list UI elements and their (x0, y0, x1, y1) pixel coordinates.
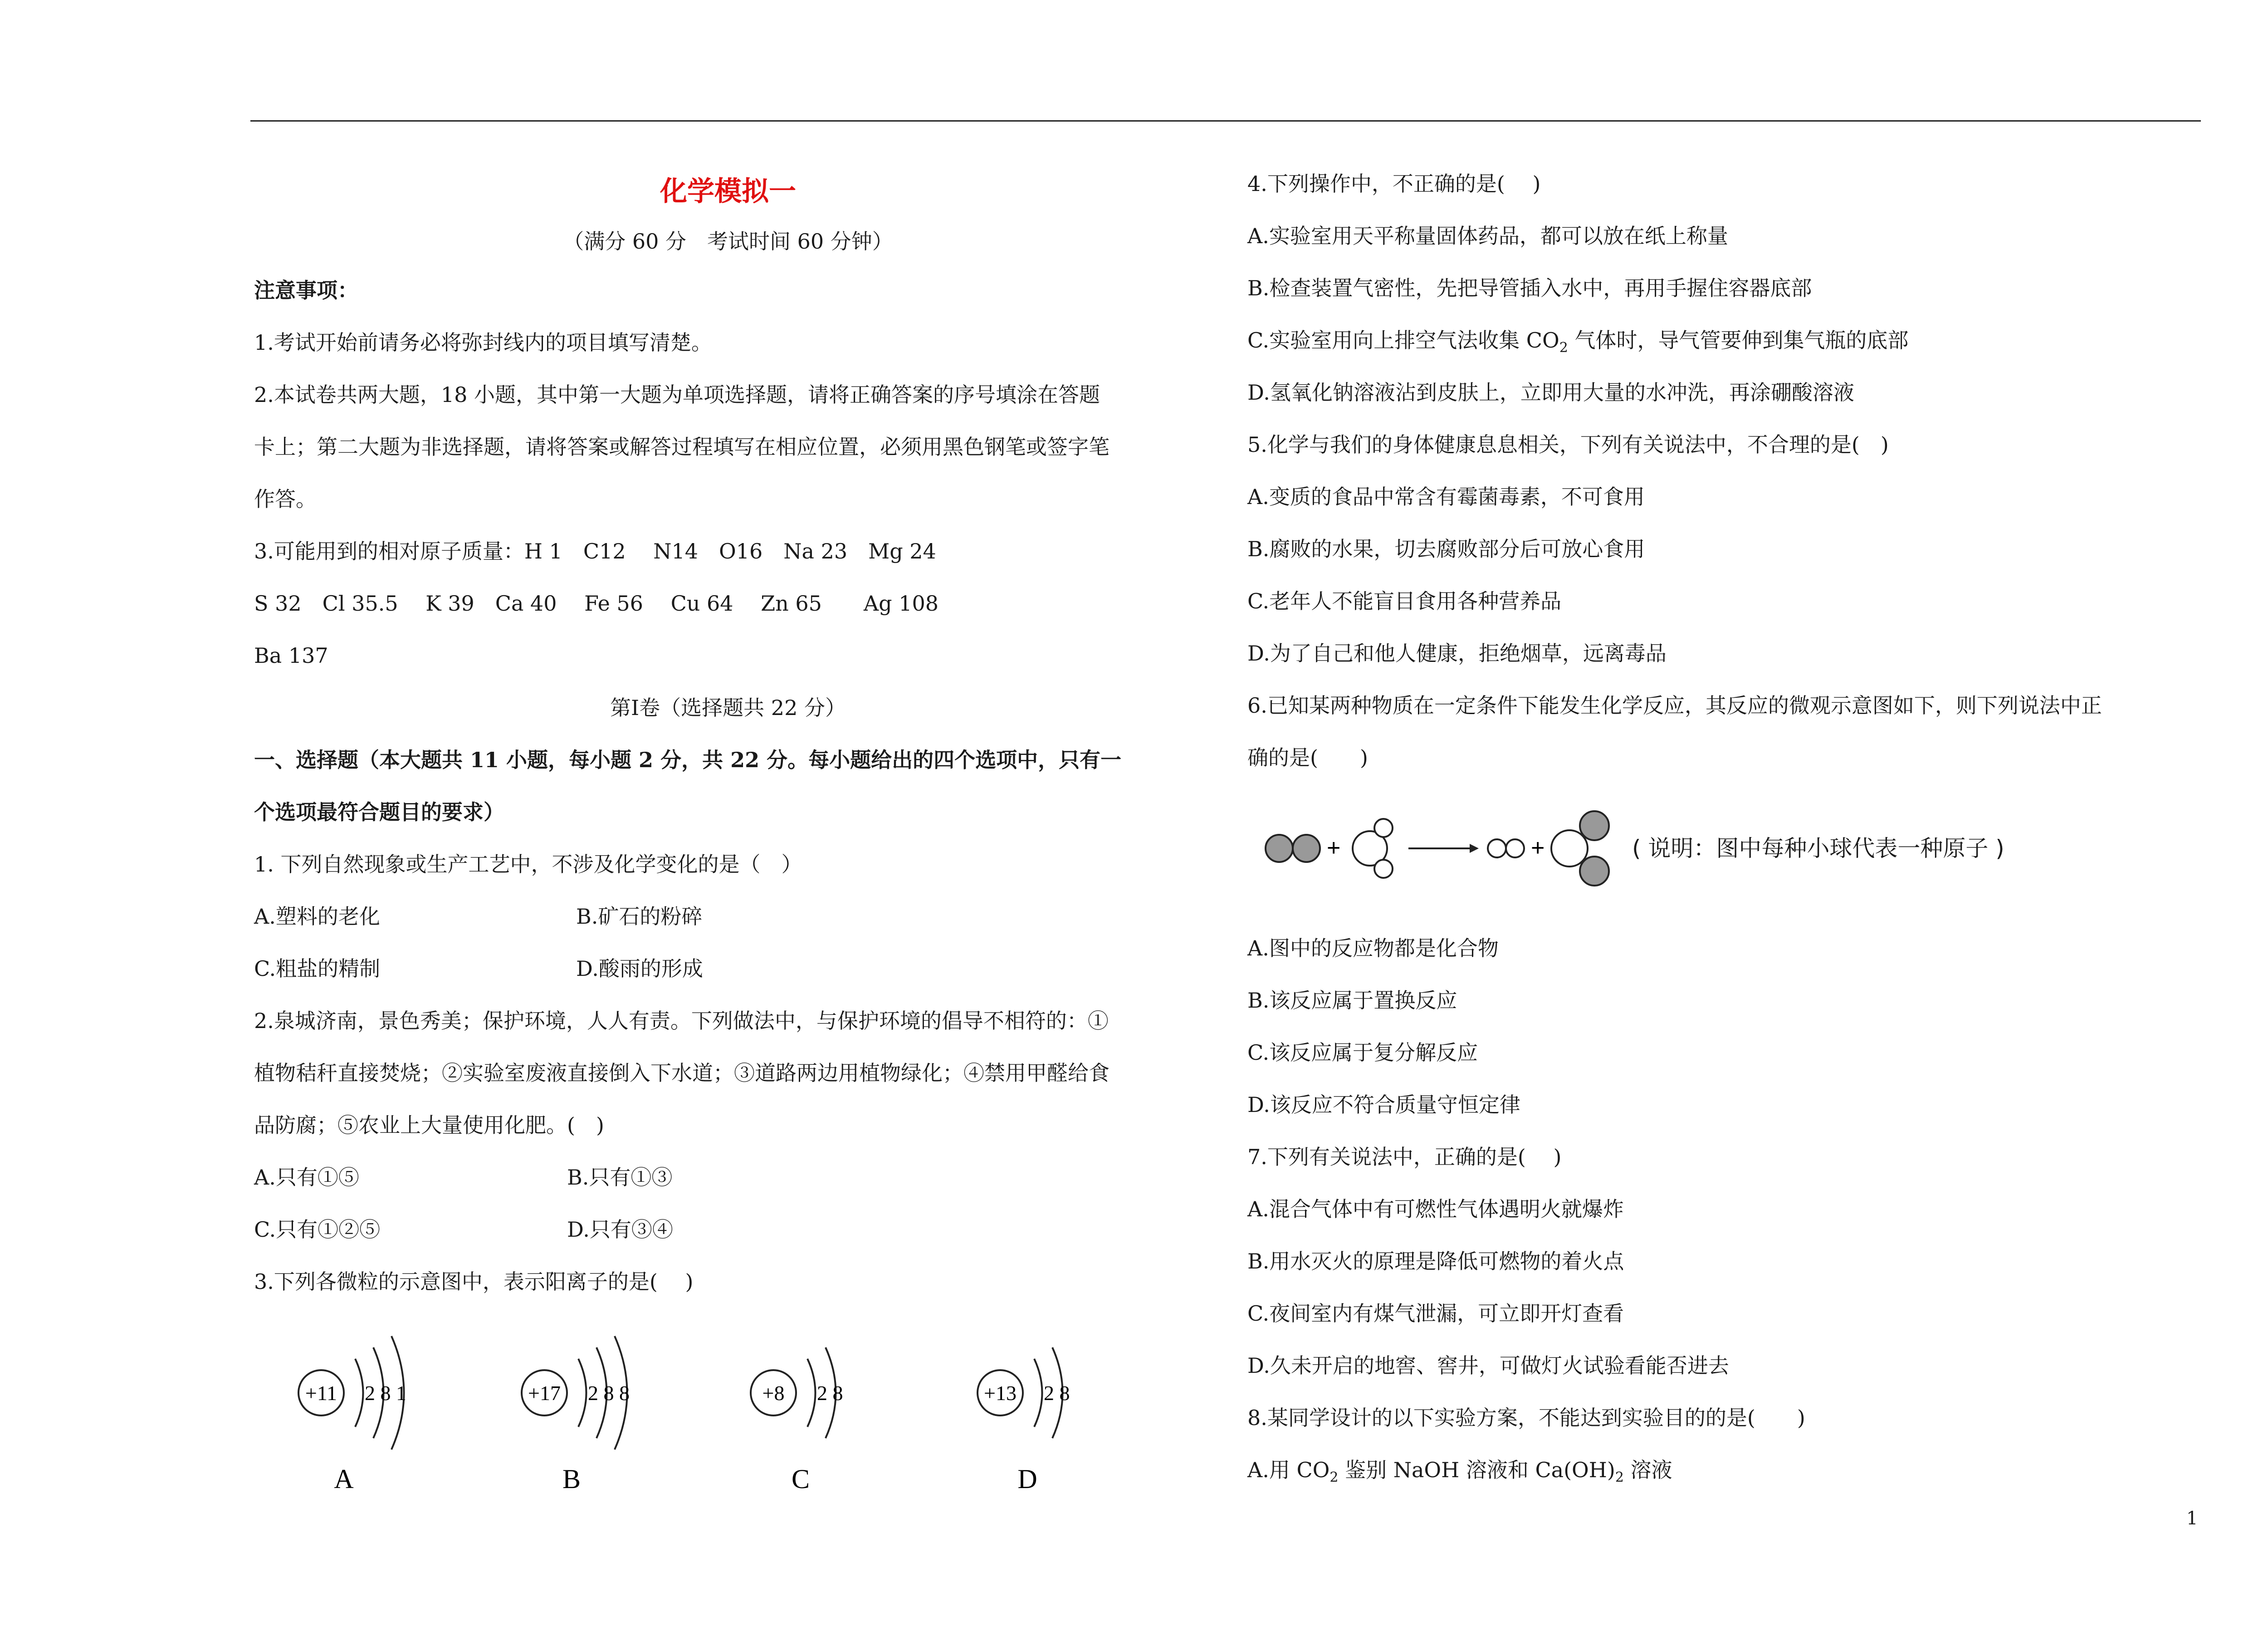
q4-stem: 4.下列操作中，不正确的是( ) (1247, 171, 1541, 196)
q1-option-a: A.塑料的老化 (254, 904, 380, 929)
q5-option-a: A.变质的食品中常含有霉菌毒素，不可食用 (1247, 485, 1645, 509)
particle-a-shells: 2 8 1 (365, 1381, 406, 1405)
note-2-line-2: 卡上；第二大题为非选择题，请将答案或解答过程填写在相应位置，必须用黑色钢笔或签字笔 (254, 435, 1110, 459)
particle-c (751, 1347, 843, 1494)
q6-option-d: D.该反应不符合质量守恒定律 (1247, 1092, 1520, 1117)
particle-a-label: A (334, 1464, 354, 1494)
q8-stem: 8.某同学设计的以下实验方案，不能达到实验目的的是( ) (1247, 1406, 1805, 1430)
q5-option-d: D.为了自己和他人健康，拒绝烟草，远离毒品 (1247, 641, 1667, 666)
q6-option-b: B.该反应属于置换反应 (1247, 988, 1457, 1013)
reactant-1 (1266, 835, 1320, 862)
particle-d-nucleus-label: +13 (984, 1381, 1017, 1405)
product-1 (1488, 839, 1524, 857)
q8-option-a: A.用 $CO_2$ 鉴别 NaOH 溶液和 $Ca(OH)_2$ 溶液 (1247, 1458, 1672, 1486)
q6-option-a: A.图中的反应物都是化合物 (1247, 936, 1499, 960)
q7-option-b: B.用水灭火的原理是降低可燃物的着火点 (1247, 1249, 1624, 1273)
particle-b (522, 1336, 630, 1494)
particle-d-shells: 2 8 (1044, 1381, 1070, 1405)
q1-stem: 1. 下列自然现象或生产工艺中，不涉及化学变化的是（ ） (254, 852, 802, 877)
q4-option-b: B.检查装置气密性，先把导管插入水中，再用手握住容器底部 (1247, 276, 1812, 300)
particle-d (978, 1347, 1070, 1494)
q2-option-a: A.只有①⑤ (254, 1165, 359, 1190)
q2-stem-line-1: 2.泉城济南，景色秀美；保护环境，人人有责。下列做法中，与保护环境的倡导不相符的：① (254, 1009, 1109, 1033)
particle-d-label: D (1017, 1464, 1037, 1494)
note-1: 1.考试开始前请务必将弥封线内的项目填写清楚。 (254, 330, 712, 355)
notes-heading: 注意事项： (254, 278, 358, 303)
product-2 (1551, 811, 1609, 886)
note-3-line-2: S 32 Cl 35.5 K 39 Ca 40 Fe 56 Cu 64 Zn 65 Ag 108 (254, 591, 938, 616)
q7-option-a: A.混合气体中有可燃性气体遇明火就爆炸 (1247, 1197, 1624, 1221)
note-2-line-3: 作答。 (254, 487, 317, 511)
note-3-line-1: 3.可能用到的相对原子质量：H 1 C12 N14 O16 Na 23 Mg 24 (254, 539, 936, 563)
particle-b-label: B (562, 1464, 581, 1494)
note-2-line-1: 2.本试卷共两大题，18 小题，其中第一大题为单项选择题，请将正确答案的序号填涂在答题 (254, 382, 1100, 407)
q3-particle-diagrams (254, 1316, 1207, 1497)
section-heading-line-2: 个选项最符合题目的要求） (254, 800, 504, 824)
exam-subtitle: （满分 60 分 考试时间 60 分钟） (563, 229, 893, 254)
q7-option-c: C.夜间室内有煤气泄漏，可立即开灯查看 (1247, 1301, 1624, 1326)
page-number: 1 (2186, 1508, 2198, 1529)
q1-option-d: D.酸雨的形成 (576, 956, 703, 981)
q6-stem-line-1: 6.已知某两种物质在一定条件下能发生化学反应，其反应的微观示意图如下，则下列说法中正 (1247, 693, 2102, 718)
plus-sign-1: + (1327, 835, 1341, 861)
reactant-2 (1353, 819, 1393, 878)
section-title: 第Ⅰ卷（选择题共 22 分） (610, 695, 846, 720)
particle-b-nucleus-label: +17 (528, 1381, 561, 1405)
q2-stem-line-3: 品防腐；⑤农业上大量使用化肥。( ) (254, 1113, 604, 1137)
particle-a-nucleus-label: +11 (305, 1381, 337, 1405)
particle-a (298, 1336, 406, 1494)
header-rule (250, 120, 2201, 122)
particle-c-nucleus-label: +8 (762, 1381, 785, 1405)
q6-option-c: C.该反应属于复分解反应 (1247, 1040, 1478, 1065)
q7-stem: 7.下列有关说法中，正确的是( ) (1247, 1145, 1562, 1169)
plus-sign-2: + (1531, 835, 1545, 861)
q2-option-d: D.只有③④ (567, 1217, 673, 1242)
q5-option-b: B.腐败的水果，切去腐败部分后可放心食用 (1247, 537, 1645, 561)
reaction-arrow (1408, 844, 1479, 853)
q1-option-b: B.矿石的粉碎 (576, 904, 703, 929)
note-3-line-3: Ba 137 (254, 643, 328, 668)
particle-c-label: C (791, 1464, 810, 1494)
q2-stem-line-2: 植物秸秆直接焚烧；②实验室废液直接倒入下水道；③道路两边用植物绿化；④禁用甲醛给食 (254, 1061, 1110, 1085)
q2-option-c: C.只有①②⑤ (254, 1217, 381, 1242)
q4-option-c: C.实验室用向上排空气法收集 $CO_2$ 气体时，导气管要伸到集气瓶的底部 (1247, 328, 1909, 356)
exam-title: 化学模拟一 (660, 176, 796, 207)
q4-option-a: A.实验室用天平称量固体药品，都可以放在纸上称量 (1247, 224, 1728, 248)
particle-b-shells: 2 8 8 (588, 1381, 630, 1405)
q3-stem: 3.下列各微粒的示意图中，表示阳离子的是( ) (254, 1269, 694, 1294)
q6-diagram-note: ( 说明：图中每种小球代表一种原子 ) (1632, 835, 2004, 862)
q7-option-d: D.久未开启的地窖、窖井，可做灯火试验看能否进去 (1247, 1353, 1729, 1378)
q4-option-d: D.氢氧化钠溶液沾到皮肤上，立即用大量的水冲洗，再涂硼酸溶液 (1247, 380, 1854, 405)
q5-stem: 5.化学与我们的身体健康息息相关，下列有关说法中，不合理的是( ) (1247, 432, 1889, 457)
q1-option-c: C.粗盐的精制 (254, 956, 381, 981)
particle-c-shells: 2 8 (817, 1381, 843, 1405)
q5-option-c: C.老年人不能盲目食用各种营养品 (1247, 589, 1562, 613)
q6-stem-line-2: 确的是( ) (1247, 745, 1368, 770)
q2-option-b: B.只有①③ (567, 1165, 673, 1190)
section-heading-line-1: 一、选择题（本大题共 11 小题，每小题 2 分，共 22 分。每小题给出的四个选项中，只有一 (254, 748, 1122, 772)
